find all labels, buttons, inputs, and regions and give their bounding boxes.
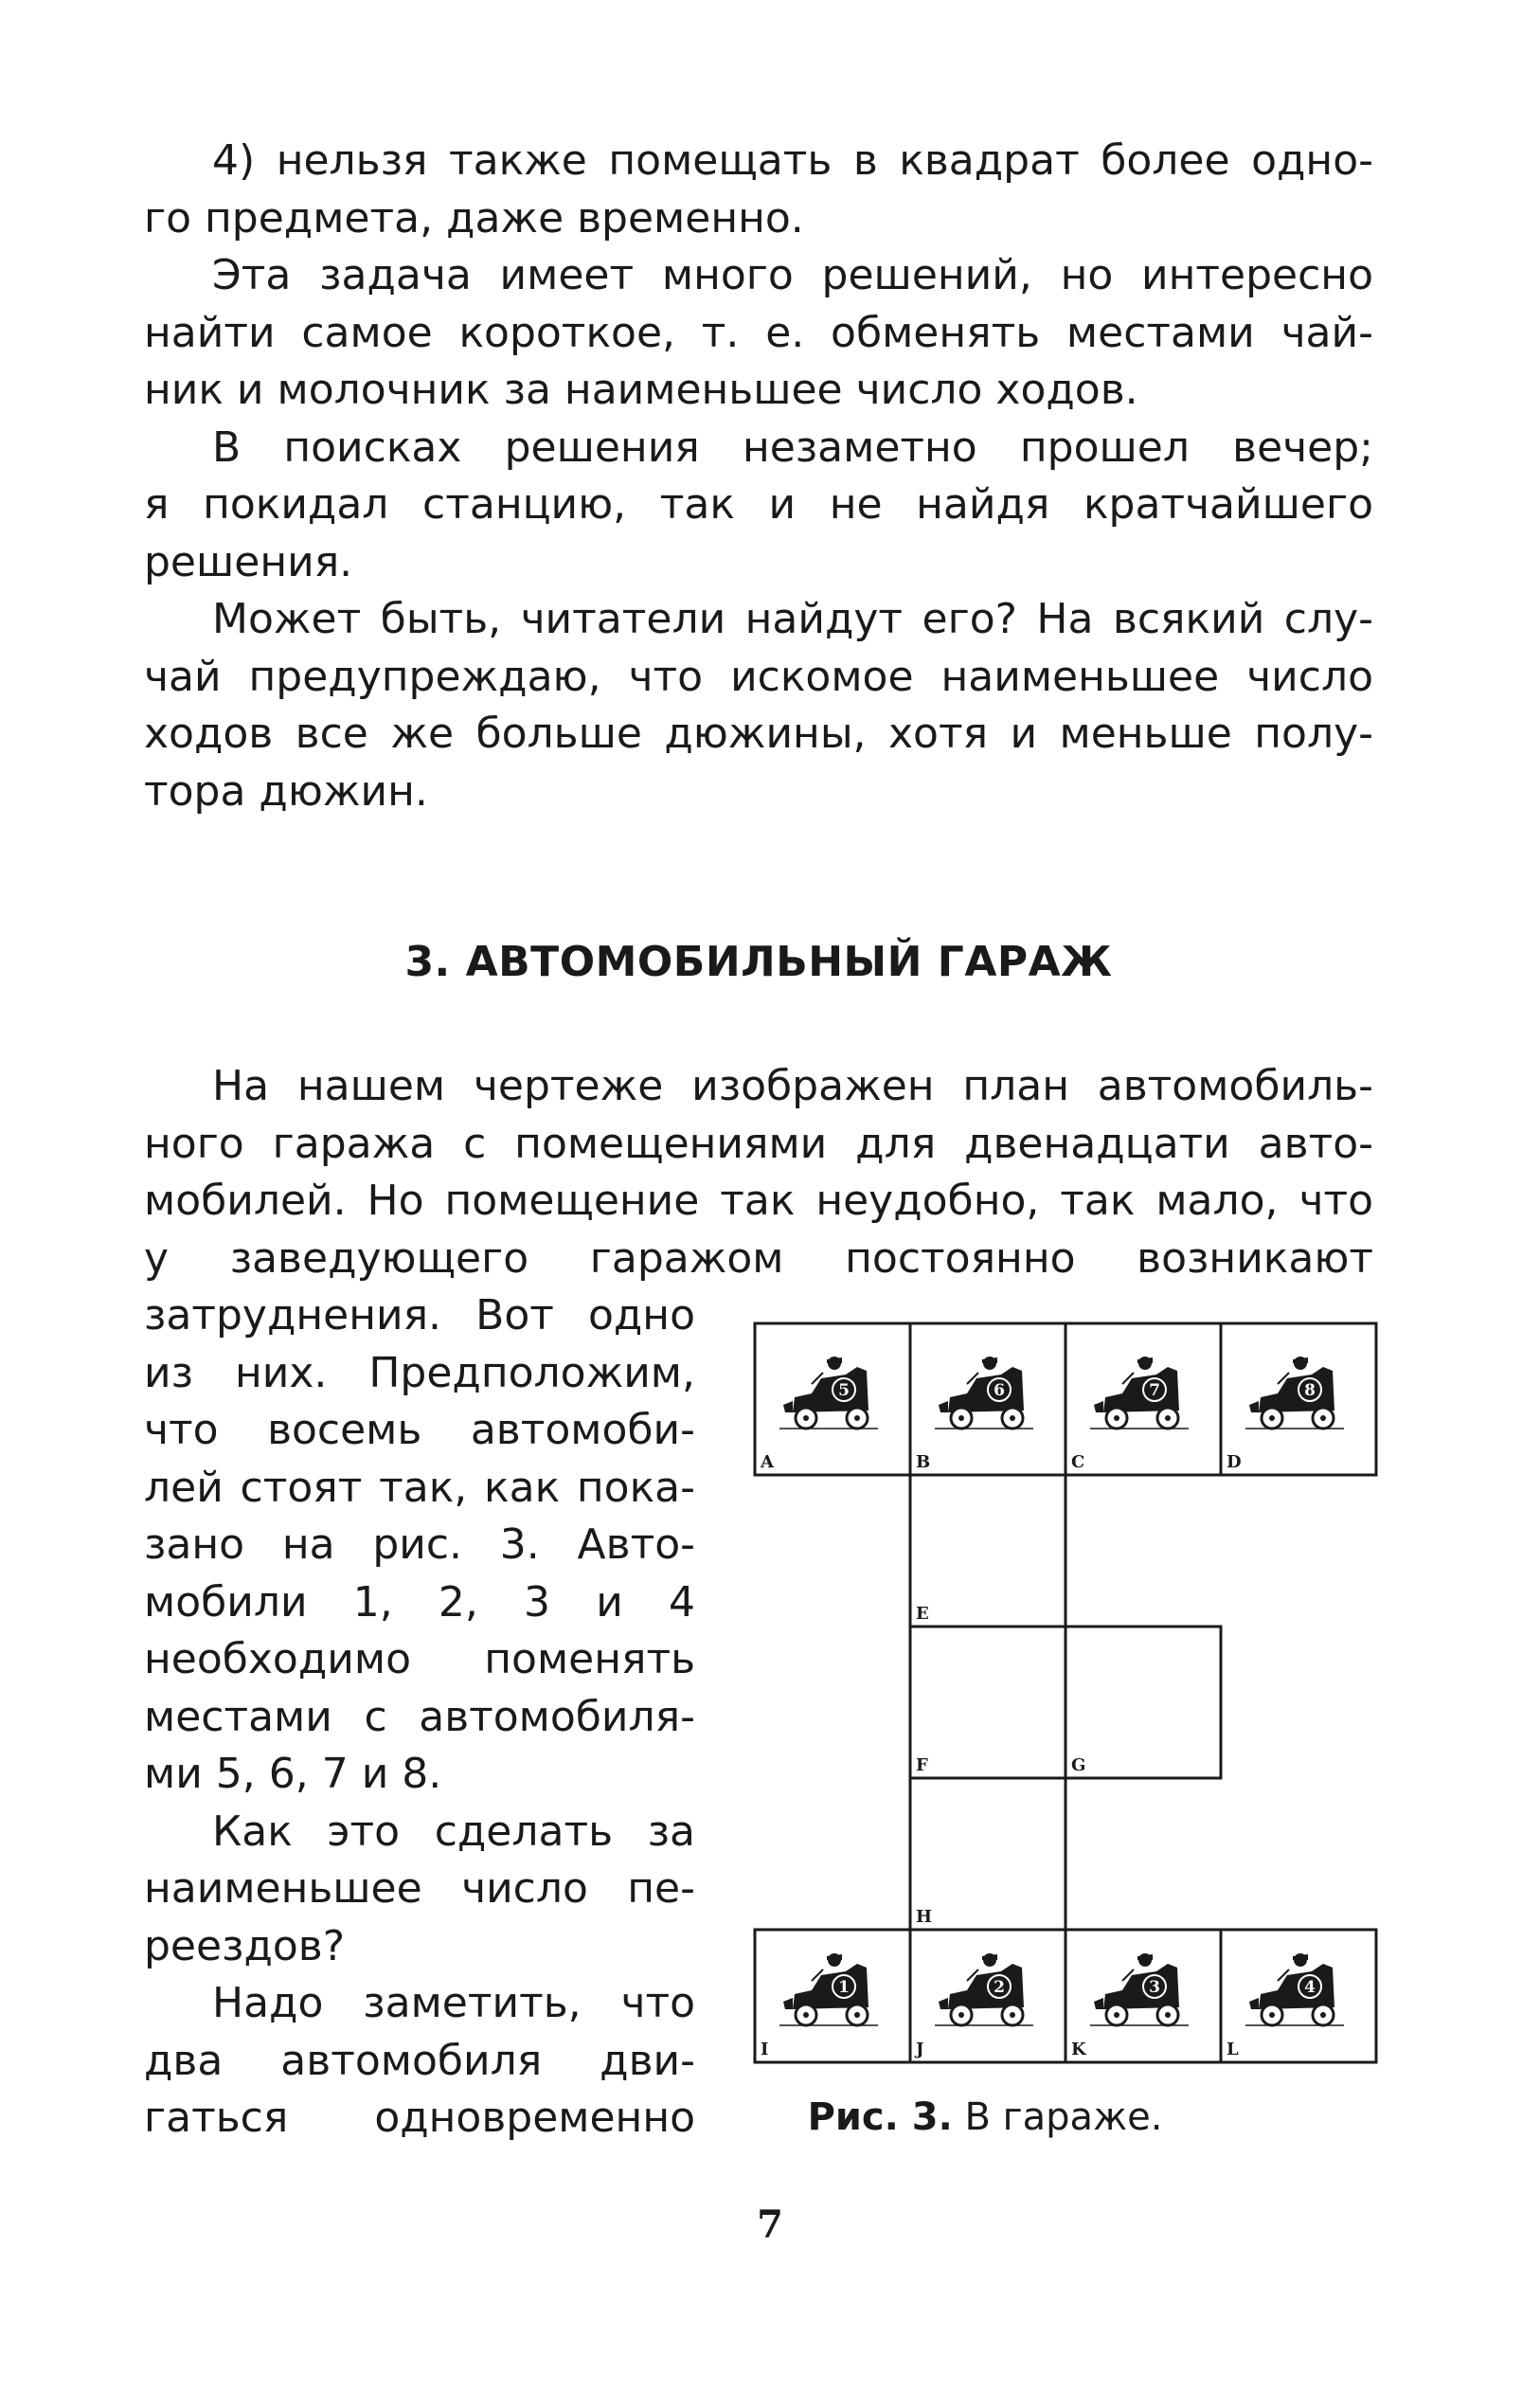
- cell-label-F: F: [916, 1755, 928, 1775]
- cell-label-A: A: [761, 1452, 774, 1472]
- cell-label-I: I: [761, 2040, 769, 2059]
- text-line: ник и молочник за наименьшее число ходов.: [144, 366, 1138, 414]
- text-line: из них. Предположим,: [144, 1348, 695, 1397]
- text-line: мобили 1, 2, 3 и 4: [144, 1577, 695, 1627]
- cell-label-G: G: [1071, 1755, 1086, 1775]
- text-line: В поисках решения незаметно прошел вечер;: [212, 422, 1373, 472]
- car-number: 8: [1304, 1381, 1316, 1400]
- car-8: [1245, 1357, 1344, 1429]
- garage-text-full: [144, 1058, 1373, 1287]
- car-5: [779, 1357, 878, 1429]
- text-line: ходов все же больше дюжины, хотя и меньше полу-: [144, 710, 1373, 758]
- cell-label-B: B: [916, 1452, 931, 1472]
- cell-label-L: L: [1227, 2040, 1239, 2059]
- text-line: наименьшее число пе-: [144, 1864, 695, 1913]
- text-line: два автомобиля дви-: [144, 2036, 695, 2085]
- cell-label-E: E: [916, 1604, 929, 1624]
- text-line: я покидал станцию, так и не найдя кратчайшего: [144, 480, 1373, 529]
- page-number: 7: [757, 2202, 783, 2247]
- text-line: ми 5, 6, 7 и 8.: [144, 1750, 442, 1798]
- car-1: [779, 1953, 878, 2025]
- text-line: местами с автомобиля-: [144, 1692, 695, 1741]
- text-line: чай предупреждаю, что искомое наименьшее число: [144, 652, 1373, 701]
- car-number: 3: [1149, 1978, 1160, 1997]
- text-line: решения.: [144, 537, 353, 586]
- car-2: [935, 1953, 1033, 2025]
- text-line: мобилей. Но помещение так неудобно, так мало, что: [144, 1177, 1373, 1225]
- car-number: 7: [1149, 1381, 1160, 1400]
- figure-caption: [753, 2095, 1217, 2139]
- caption-text: В гараже.: [952, 2095, 1163, 2139]
- text-line: тора дюжин.: [144, 766, 428, 816]
- garage-cell-F: [910, 1627, 1065, 1778]
- intro-text: [144, 133, 1373, 820]
- text-line: лей стоят так, как пока-: [144, 1463, 695, 1512]
- garage-cell-G: [1065, 1627, 1221, 1778]
- text-line: реездов?: [144, 1921, 346, 1970]
- car-7: [1090, 1357, 1189, 1429]
- cell-label-J: J: [916, 2040, 924, 2059]
- text-line: На нашем чертеже изображен план автомобиль-: [212, 1062, 1373, 1110]
- text-line: найти самое короткое, т. е. обменять местами чай-: [144, 308, 1373, 357]
- text-line: что восемь автомоби-: [144, 1406, 695, 1454]
- section-title: 3. АВТОМОБИЛЬНЫЙ ГАРАЖ: [404, 938, 1113, 986]
- garage-cell-E: [910, 1475, 1065, 1627]
- car-number: 6: [994, 1381, 1005, 1400]
- caption-prefix: Рис. 3.: [807, 2095, 953, 2139]
- cell-label-D: D: [1227, 1452, 1242, 1472]
- car-4: [1245, 1953, 1344, 2025]
- text-line: Как это сделать за: [212, 1807, 695, 1856]
- garage-cell-H: [910, 1778, 1065, 1930]
- car-number: 5: [838, 1381, 850, 1400]
- text-line: ного гаража с помещениями для двенадцати авто-: [144, 1119, 1373, 1168]
- garage-text-narrow: [144, 1287, 695, 2148]
- car-number: 4: [1304, 1978, 1316, 1997]
- text-line: у заведующего гаражом постоянно возникают: [144, 1233, 1373, 1283]
- cell-label-C: C: [1071, 1452, 1085, 1472]
- text-line: Надо заметить, что: [212, 1979, 695, 2027]
- car-number: 2: [994, 1978, 1005, 1997]
- car-number: 1: [838, 1978, 850, 1997]
- text-line: Эта задача имеет много решений, но интересно: [212, 251, 1373, 299]
- car-6: [935, 1357, 1033, 1429]
- text-line: 4) нельзя также помещать в квадрат более одно-: [212, 136, 1373, 185]
- text-line: необходимо поменять: [144, 1635, 695, 1683]
- text-line: Может быть, читатели найдут его? На всякий слу-: [212, 595, 1373, 643]
- text-line: затруднения. Вот одно: [144, 1291, 695, 1339]
- text-line: го предмета, даже временно.: [144, 193, 804, 243]
- text-line: гаться одновременно: [144, 2094, 695, 2142]
- cell-label-H: H: [916, 1907, 933, 1927]
- car-3: [1090, 1953, 1189, 2025]
- garage-figure: [753, 1321, 1316, 2070]
- cell-label-K: K: [1071, 2040, 1086, 2059]
- text-line: зано на рис. 3. Авто-: [144, 1520, 695, 1569]
- garage-plan: [753, 1321, 1316, 2070]
